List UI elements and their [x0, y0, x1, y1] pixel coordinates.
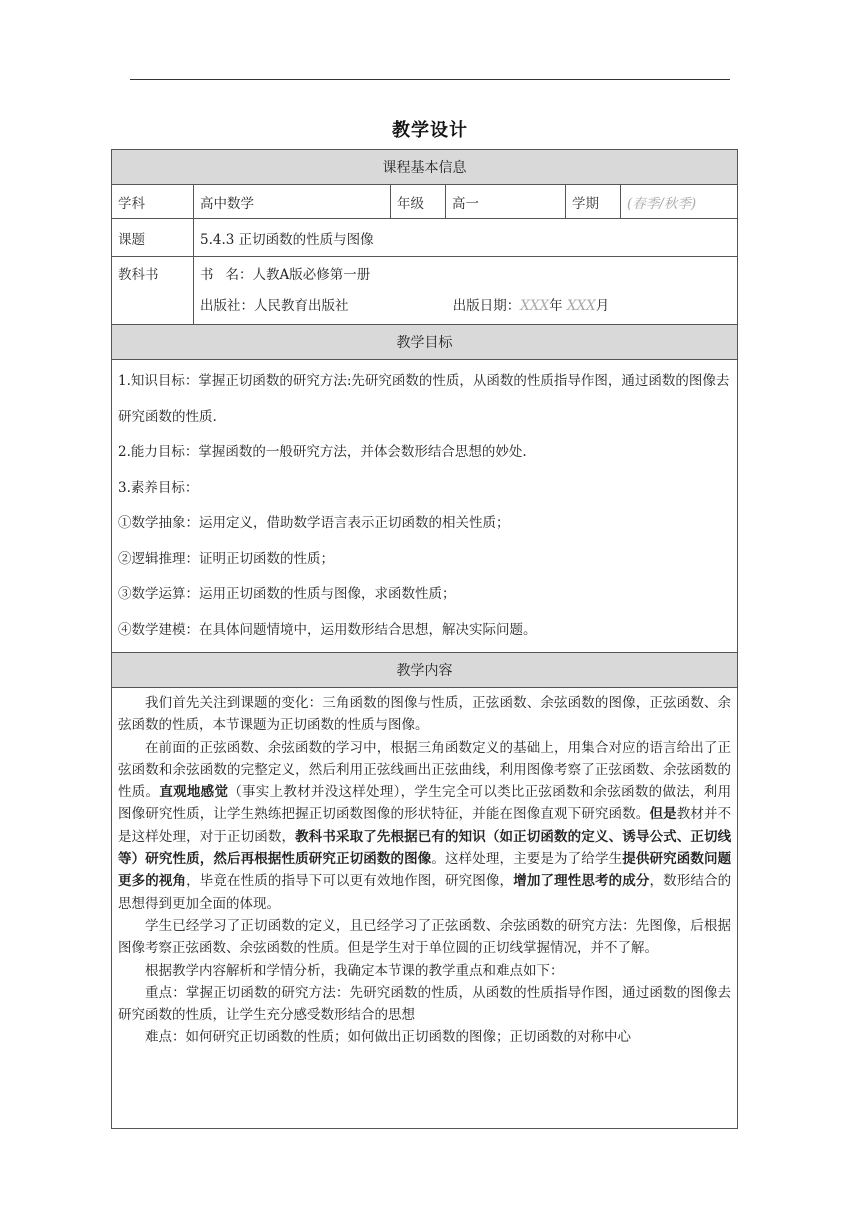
goal-literacy-heading: 3.素养目标： — [118, 479, 199, 496]
publish-month-unit: 月 — [595, 297, 610, 314]
p2-text-g: 。这样处理，主要是为了给学生 — [431, 851, 623, 868]
publish-month-placeholder: XXX — [566, 297, 596, 314]
p2-bold-b: 直观地感觉 — [159, 784, 229, 801]
lesson-plan-table — [111, 149, 738, 1129]
book-name-value: 人教A版必修第一册 — [252, 266, 371, 283]
section-header-content — [112, 653, 738, 688]
p2-bold-j: 增加了理性思考的成分 — [513, 873, 650, 890]
info-row-subject — [112, 185, 738, 219]
goals-row — [112, 360, 738, 653]
goal-ability: 2.能力目标：掌握函数的一般研究方法，并体会数形结合思想的妙处. — [118, 444, 527, 460]
p2-bold-d: 但是 — [649, 806, 677, 823]
publisher-value: 人民教育出版社 — [254, 297, 349, 314]
book-name-label-part1: 书 — [200, 266, 214, 283]
topic-value: 5.4.3 正切函数的性质与图像 — [194, 219, 738, 257]
p2-bold-f: 教科书采取了先根据已有的知识（如正切函数的定义、诱导公式、正切线等）研究性质，然后再根据性质研究正切函数的图像 — [118, 828, 732, 868]
term-label: 学期 — [566, 185, 621, 219]
content-cell — [112, 688, 738, 1129]
term-value: (春季/秋季) — [621, 185, 738, 219]
content-key-points: 重点：掌握正切函数的研究方法：先研究函数的性质，从函数的性质指导作图，通过函数的图像去研究函数的性质，让学生充分感受数形结合的思想 — [118, 984, 732, 1024]
textbook-label: 教科书 — [112, 257, 194, 325]
grade-label: 年级 — [391, 185, 446, 219]
subject-value: 高中数学 — [194, 185, 391, 219]
section-title-content: 教学内容 — [112, 653, 738, 688]
p2-text-e: 教材并不是这样处理，对于正切函数， — [118, 806, 732, 845]
info-row-textbook — [112, 257, 738, 325]
publisher-line — [200, 291, 731, 322]
goals-cell — [112, 360, 738, 653]
document-title: 教学设计 — [392, 120, 468, 141]
content-difficulties: 难点：如何研究正切函数的性质；如何做出正切函数的图像；正切函数的对称中心 — [145, 1029, 631, 1046]
info-row-topic — [112, 219, 738, 257]
p2-text-c: （事实上教材并没这样处理），学生完全可以类比正弦函数和余弦函数的做法，利用图像研究性质，让学生熟练把握正切函数图像的形状特征，并能在图像直观下研究函数。 — [118, 784, 732, 823]
goal-reasoning: ②逻辑推理：证明正切函数的性质； — [118, 550, 334, 567]
p2-text-i: ，毕竟在性质的指导下可以更有效地作图，研究图像， — [186, 873, 514, 890]
section-header-goals — [112, 325, 738, 360]
book-name-line — [200, 260, 731, 291]
publish-date-label: 出版日期： — [452, 297, 521, 314]
publisher-label: 出版社： — [200, 297, 254, 314]
subject-label: 学科 — [112, 185, 194, 219]
textbook-details — [194, 257, 738, 325]
grade-value: 高一 — [446, 185, 566, 219]
content-paragraph-1: 我们首先关注到课题的变化：三角函数的图像与性质，正弦函数、余弦函数的图像，正弦函数、余弦函数的性质，本节课题为正切函数的性质与图像。 — [118, 695, 732, 734]
goal-knowledge: 1.知识目标：掌握正切函数的研究方法:先研究函数的性质，从函数的性质指导作图，通过函数的图像去研究函数的性质. — [118, 373, 730, 425]
goal-computation: ③数学运算：运用正切函数的性质与图像，求函数性质； — [118, 586, 456, 602]
content-paragraph-2 — [118, 737, 731, 915]
p2-bold-h: 提供研究函数问题更多的视角 — [118, 851, 732, 890]
content-paragraph-4: 根据教学内容解析和学情分析，我确定本节课的教学重点和难点如下： — [145, 962, 564, 979]
topic-label: 课题 — [112, 219, 194, 257]
book-name-label-part2: 名： — [225, 266, 253, 283]
section-title-goals: 教学目标 — [112, 325, 738, 360]
publish-year-placeholder: XXX — [520, 297, 550, 314]
publish-year-unit: 年 — [549, 297, 563, 314]
header-rule — [130, 79, 730, 80]
publish-date — [453, 291, 609, 322]
content-paragraph-3: 学生已经学习了正切函数的定义，且已经学习了正弦函数、余弦函数的研究方法：先图像，后根据图像考察正弦函数、余弦函数的性质。但是学生对于单位圆的正切线掌握情况，并不了解。 — [118, 917, 732, 957]
section-header-basic-info — [112, 150, 738, 185]
p2-text-a: 在前面的正弦函数、余弦函数的学习中，根据三角函数定义的基础上，用集合对应的语言给出了正弦函数和余弦函数的完整定义，然后利用正弦线画出正弦曲线，利用图像考察了正弦函数、余弦函数的性质。 — [118, 739, 732, 801]
goal-abstraction: ①数学抽象：运用定义，借助数学语言表示正切函数的相关性质； — [118, 515, 510, 531]
content-row — [112, 688, 738, 1129]
goal-modeling: ④数学建模：在具体问题情境中，运用数形结合思想，解决实际问题。 — [118, 621, 537, 638]
section-title-basic-info: 课程基本信息 — [112, 150, 738, 185]
p2-text-k: ，数形结合的思想得到更加全面的体现。 — [118, 873, 732, 912]
